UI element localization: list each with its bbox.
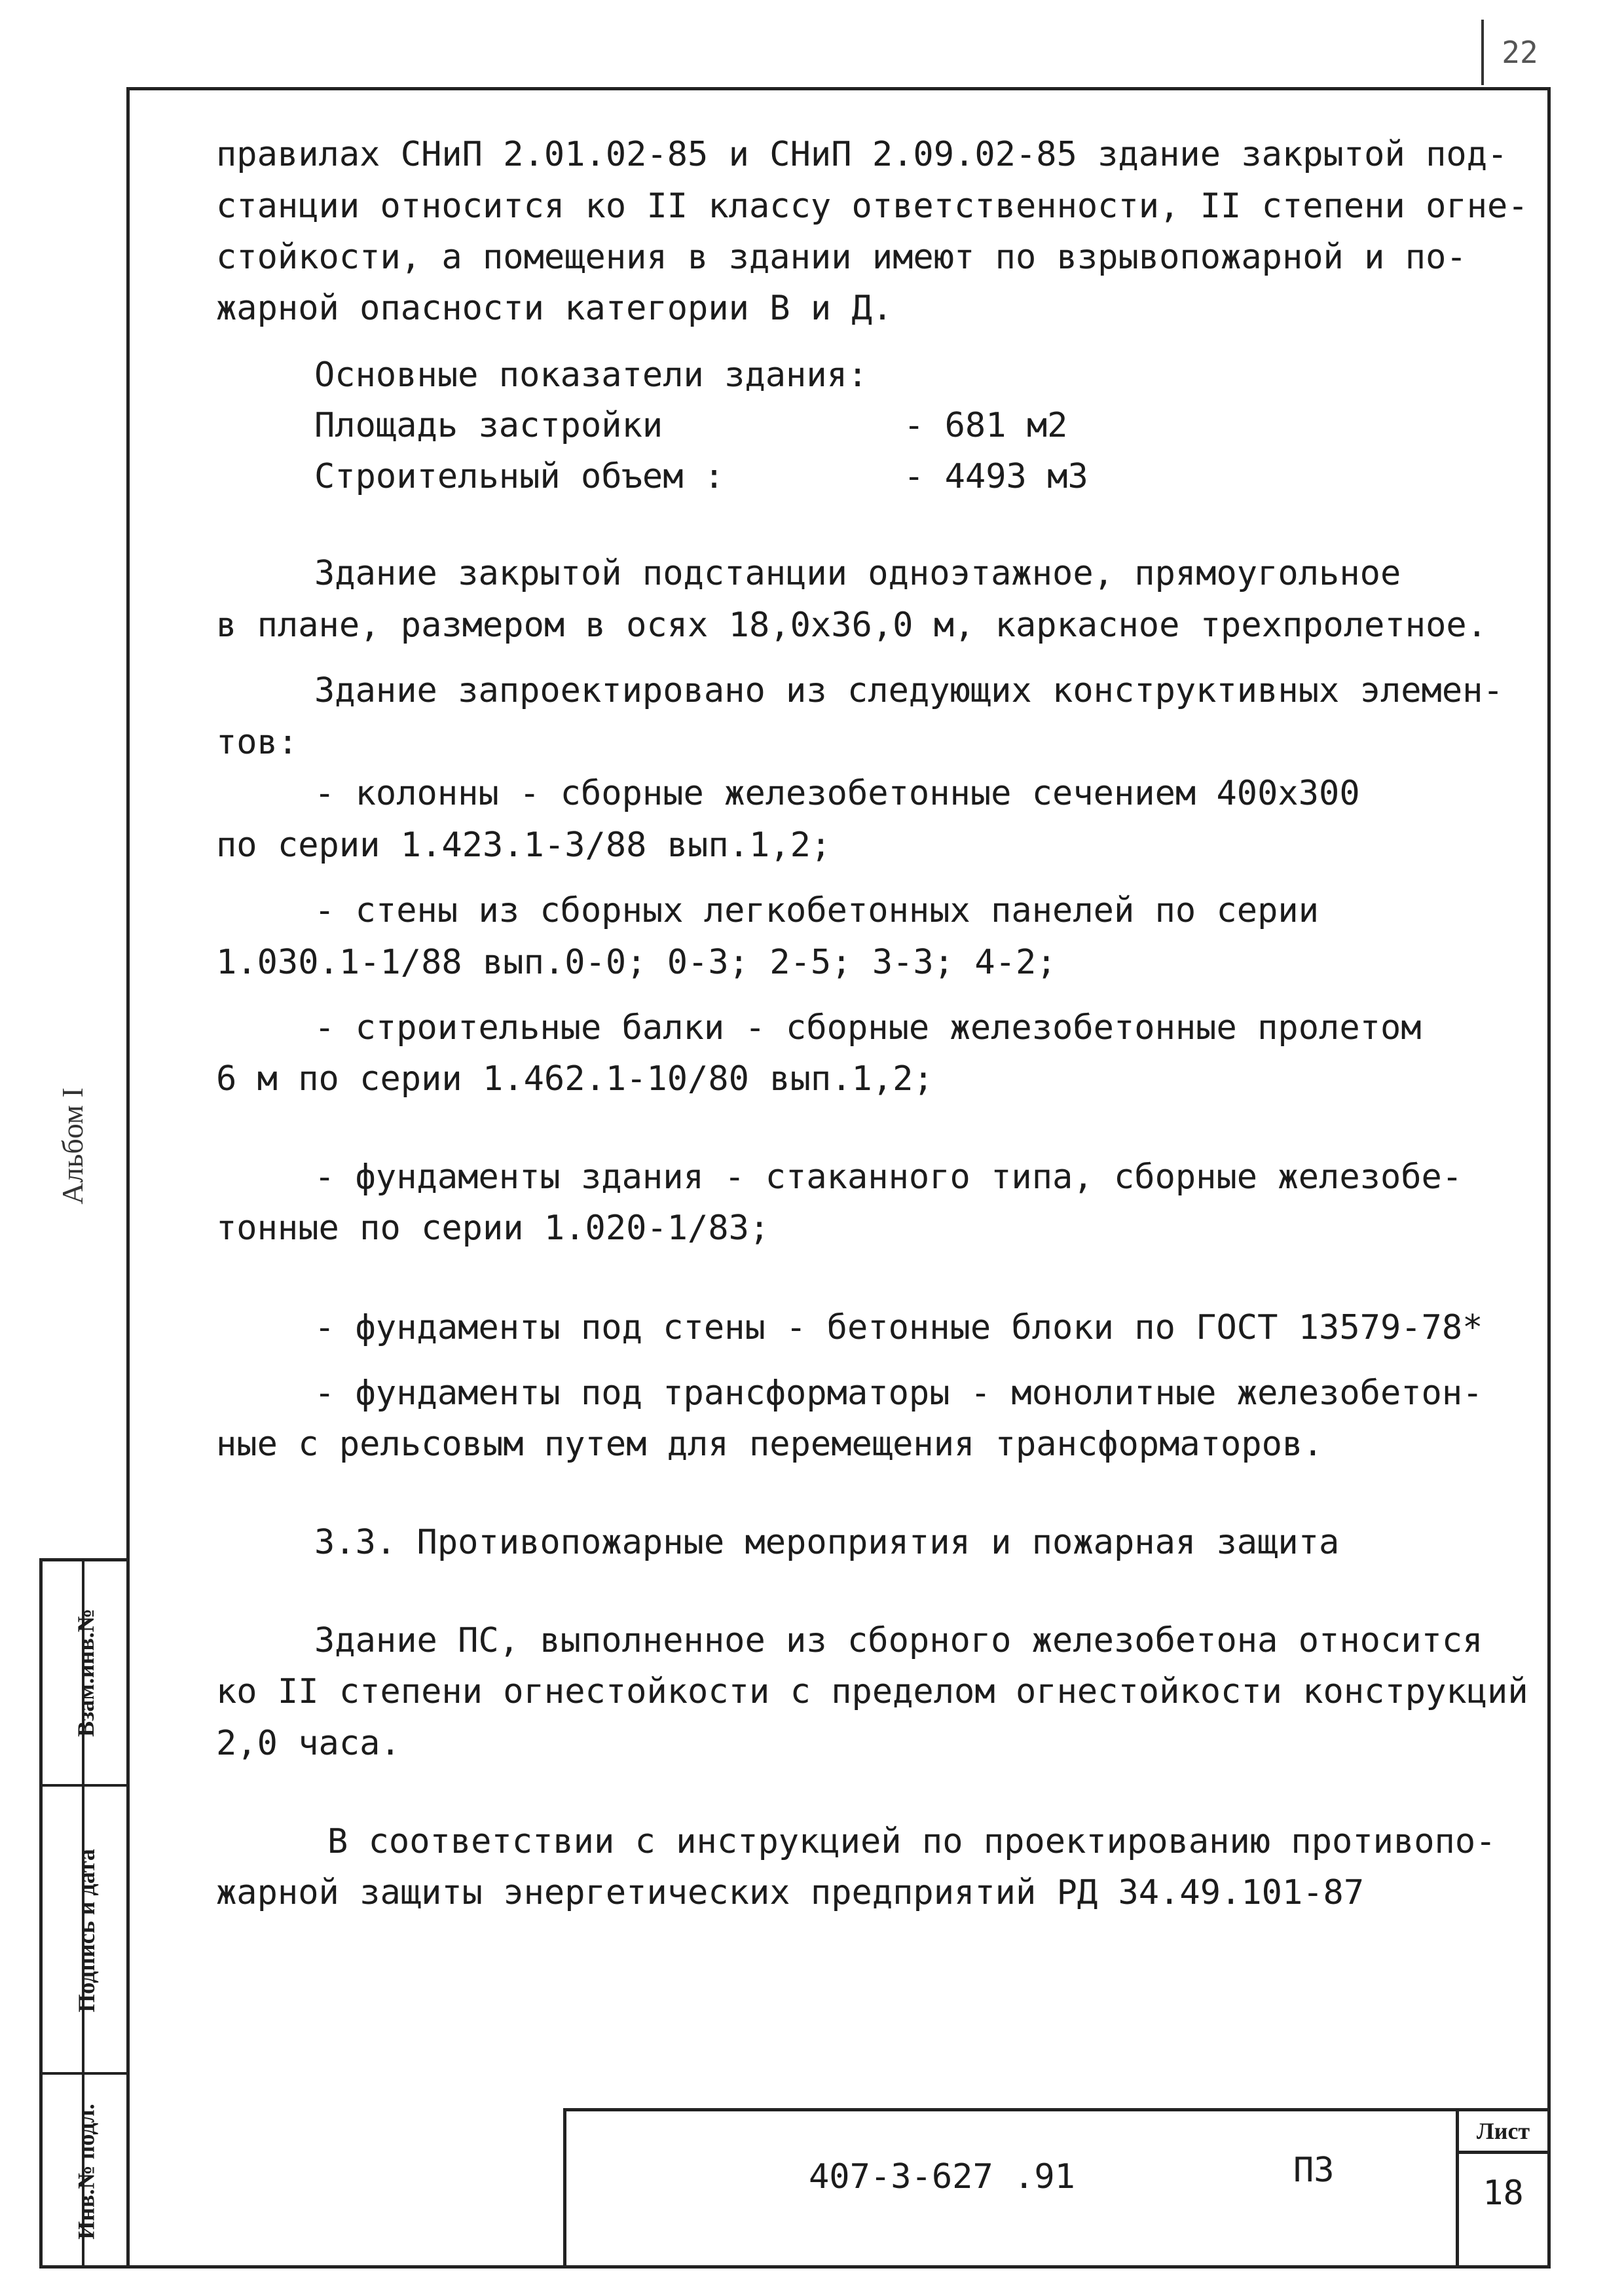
side-stamp [39, 1558, 130, 2269]
text-line: Здание запроектировано из следующих конструктивных элемен- [314, 671, 1504, 710]
indicator-value-volume: - 4493 м3 [904, 457, 1088, 496]
stamp-cell-signature-date [43, 1784, 130, 2075]
text-line: Здание закрытой подстанции одноэтажное, прямоугольное [314, 554, 1401, 593]
stamp-text-replaced-inv: Взам.инв.№ [73, 1608, 100, 1738]
document-type: ПЗ [1293, 2151, 1335, 2190]
indicators-heading: Основные показатели здания: [314, 355, 868, 395]
stamp-cell-original-inv [43, 2072, 130, 2268]
text-line: - фундаменты под трансформаторы - монолитные железобетон- [314, 1374, 1483, 1413]
sheet-box [1456, 2111, 1547, 2269]
text-line: тов: [216, 723, 299, 762]
text-line: по серии 1.423.1-3/88 вып.1,2; [216, 826, 832, 865]
section-heading: 3.3. Противопожарные мероприятия и пожарная защита [314, 1523, 1340, 1562]
text-line: - фундаменты под стены - бетонные блоки по ГОСТ 13579-78* [314, 1308, 1483, 1347]
text-line: - строительные балки - сборные железобетонные пролетом [314, 1008, 1422, 1048]
indicator-value-area: - 681 м2 [904, 406, 1068, 445]
text-line: ко II степени огнестойкости с пределом огнестойкости конструкций [216, 1672, 1528, 1711]
text-line: - фундаменты здания - стаканного типа, сборные железобе- [314, 1157, 1463, 1197]
text-line: жарной защиты энергетических предприятий РД 34.49.101-87 [216, 1873, 1365, 1912]
text-line: 1.030.1-1/88 вып.0-0; 0-3; 2-5; 3-3; 4-2; [216, 943, 1057, 982]
corner-page-number: 22 [1481, 20, 1556, 85]
text-line: жарной опасности категории В и Д. [216, 289, 893, 328]
text-line: В соответствии с инструкцией по проектированию противопо- [327, 1822, 1496, 1861]
text-line: правилах СНиП 2.01.02-85 и СНиП 2.09.02-85 здание закрытой под- [216, 135, 1508, 174]
text-line: - стены из сборных легкобетонных панелей по серии [314, 891, 1320, 930]
text-line: ные с рельсовым путем для перемещения трансформаторов. [216, 1425, 1323, 1464]
stamp-text-signature-date: Подпись и дата [73, 1849, 100, 2013]
title-block [563, 2108, 1547, 2269]
text-line: - колонны - сборные железобетонные сечением 400х300 [314, 774, 1360, 813]
text-line: Здание ПС, выполненное из сборного железобетона относится [314, 1621, 1483, 1660]
text-line: в плане, размером в осях 18,0х36,0 м, каркасное трехпролетное. [216, 606, 1488, 645]
text-line: стойкости, а помещения в здании имеют по взрывопожарной и по- [216, 238, 1467, 277]
stamp-text-original-inv: Инв.№ подл. [73, 2103, 100, 2240]
indicator-label-volume: Строительный объем : [314, 457, 725, 496]
stamp-cell-replaced-inv [43, 1561, 130, 1784]
document-code: 407-3-627 .91 [809, 2157, 1075, 2196]
sheet-number: 18 [1483, 2174, 1524, 2213]
sheet-label: Лист [1459, 2111, 1547, 2154]
text-line: 2,0 часа. [216, 1724, 401, 1763]
text-line: станции относится ко II классу ответственности, II степени огне- [216, 187, 1528, 226]
text-line: тонные по серии 1.020-1/83; [216, 1209, 770, 1248]
album-label [33, 1048, 111, 1244]
album-label-text: Альбом I [55, 1087, 89, 1205]
indicator-label-area: Площадь застройки [314, 406, 663, 445]
text-line: 6 м по серии 1.462.1-10/80 вып.1,2; [216, 1059, 934, 1099]
